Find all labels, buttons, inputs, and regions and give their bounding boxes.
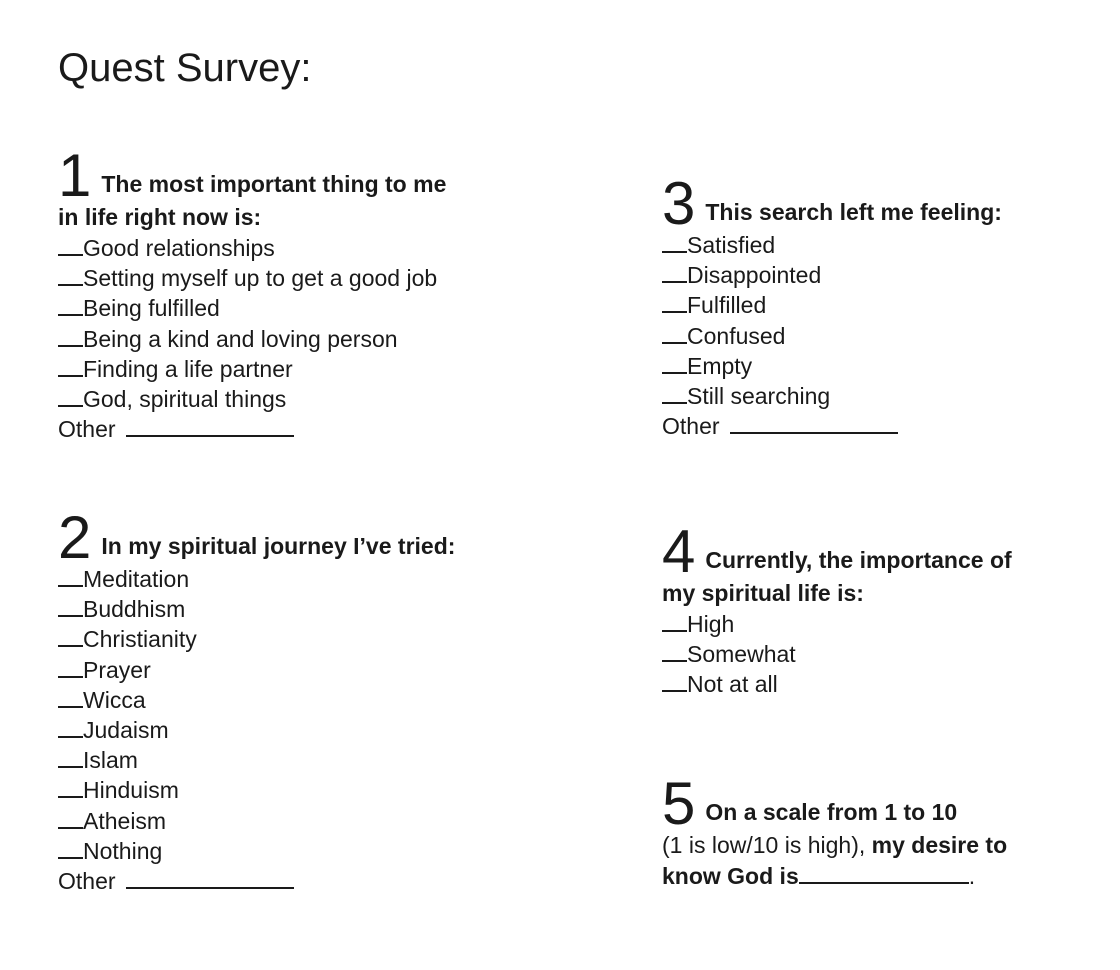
answer-blank[interactable]: [799, 864, 969, 884]
other-blank[interactable]: [126, 417, 294, 437]
checkbox-blank[interactable]: [58, 597, 83, 617]
checkbox-blank[interactable]: [58, 688, 83, 708]
option-label: Judaism: [83, 717, 169, 744]
option-label: Fulfilled: [687, 292, 767, 319]
question-5: [662, 770, 1092, 892]
question-1-option[interactable]: [58, 324, 578, 354]
question-5-prompt-line3: know God is: [662, 863, 799, 889]
option-label: Wicca: [83, 686, 146, 713]
question-5-line2: [662, 830, 1092, 861]
checkbox-blank[interactable]: [58, 327, 83, 347]
checkbox-blank[interactable]: [58, 718, 83, 738]
checkbox-blank[interactable]: [58, 387, 83, 407]
checkbox-blank[interactable]: [58, 567, 83, 587]
question-4-option[interactable]: [662, 639, 1092, 669]
question-5-prompt: On a scale from 1 to 10: [705, 799, 958, 825]
question-3-option[interactable]: [662, 260, 1082, 290]
checkbox-blank[interactable]: [662, 612, 687, 632]
question-5-end-mark: .: [968, 863, 976, 889]
question-2-option[interactable]: [58, 745, 578, 775]
question-3-option[interactable]: [662, 351, 1082, 381]
checkbox-blank[interactable]: [58, 809, 83, 829]
option-label: Being fulfilled: [83, 295, 220, 322]
question-2-option[interactable]: [58, 836, 578, 866]
question-3-number: 3: [662, 170, 696, 237]
checkbox-blank[interactable]: [662, 233, 687, 253]
question-1-prompt: The most important thing to me: [101, 171, 447, 197]
question-2-option[interactable]: [58, 564, 578, 594]
checkbox-blank[interactable]: [58, 658, 83, 678]
other-label: Other: [58, 416, 116, 443]
question-4-number: 4: [662, 518, 696, 585]
checkbox-blank[interactable]: [58, 778, 83, 798]
option-label: High: [687, 611, 735, 637]
question-3: [662, 170, 1082, 441]
question-1-option[interactable]: [58, 233, 578, 263]
option-label: Not at all: [687, 671, 778, 698]
question-1-heading: [58, 142, 578, 209]
question-4-option[interactable]: [662, 669, 1092, 699]
option-label: Being a kind and loving person: [83, 325, 398, 352]
question-5-heading: [662, 770, 1092, 837]
question-3-option[interactable]: [662, 321, 1082, 351]
question-1-option[interactable]: [58, 384, 578, 414]
option-label: Still searching: [687, 383, 831, 410]
question-1: [58, 142, 578, 444]
question-2-option[interactable]: [58, 594, 578, 624]
checkbox-blank[interactable]: [662, 642, 687, 662]
question-1-other: [58, 414, 578, 444]
question-1-number: 1: [58, 142, 92, 209]
option-label: God, spiritual things: [83, 386, 287, 413]
question-2-option[interactable]: [58, 806, 578, 836]
question-2-other: [58, 866, 578, 896]
question-2-heading: [58, 504, 578, 571]
checkbox-blank[interactable]: [58, 839, 83, 859]
question-4: [662, 518, 1092, 700]
question-2-option[interactable]: [58, 775, 578, 805]
checkbox-blank[interactable]: [58, 236, 83, 256]
other-label: Other: [58, 868, 116, 895]
question-2-number: 2: [58, 504, 92, 571]
question-5-prompt-line2: my desire to: [871, 832, 1008, 858]
option-label: Meditation: [83, 566, 190, 592]
checkbox-blank[interactable]: [58, 296, 83, 316]
question-3-option[interactable]: [662, 290, 1082, 320]
option-label: Christianity: [83, 626, 197, 653]
question-1-option[interactable]: [58, 293, 578, 323]
question-1-option[interactable]: [58, 263, 578, 293]
question-4-prompt-line2: my spiritual life is:: [662, 580, 864, 606]
other-blank[interactable]: [730, 414, 898, 434]
option-label: Satisfied: [687, 232, 776, 258]
checkbox-blank[interactable]: [662, 263, 687, 283]
question-3-prompt: This search left me feeling:: [705, 199, 1002, 225]
checkbox-blank[interactable]: [662, 293, 687, 313]
question-1-prompt-line2: in life right now is:: [58, 204, 262, 230]
question-2-prompt: In my spiritual journey I’ve tried:: [101, 533, 456, 559]
option-label: Disappointed: [687, 262, 822, 289]
other-blank[interactable]: [126, 869, 294, 889]
question-4-option[interactable]: [662, 609, 1092, 639]
option-label: Hinduism: [83, 777, 179, 804]
option-label: Islam: [83, 747, 138, 774]
option-label: Setting myself up to get a good job: [83, 265, 438, 292]
question-4-heading: [662, 518, 1092, 585]
question-5-scale-note: (1 is low/10 is high),: [662, 832, 866, 858]
option-label: Nothing: [83, 837, 163, 864]
question-2-option[interactable]: [58, 685, 578, 715]
option-label: Atheism: [83, 807, 167, 834]
question-2-option[interactable]: [58, 655, 578, 685]
checkbox-blank[interactable]: [58, 627, 83, 647]
option-label: Empty: [687, 352, 753, 379]
option-label: Somewhat: [687, 641, 796, 668]
question-2: [58, 504, 578, 896]
option-label: Finding a life partner: [83, 355, 293, 382]
question-5-number: 5: [662, 770, 696, 837]
question-3-other: [662, 411, 1082, 441]
checkbox-blank[interactable]: [662, 324, 687, 344]
question-2-option[interactable]: [58, 624, 578, 654]
checkbox-blank[interactable]: [662, 672, 687, 692]
question-3-option[interactable]: [662, 381, 1082, 411]
question-3-heading: [662, 170, 1082, 237]
checkbox-blank[interactable]: [662, 384, 687, 404]
other-label: Other: [662, 413, 720, 440]
option-label: Prayer: [83, 656, 151, 683]
option-label: Confused: [687, 322, 786, 349]
question-5-line3: [662, 861, 1092, 892]
question-2-option[interactable]: [58, 715, 578, 745]
option-label: Buddhism: [83, 596, 186, 623]
survey-title: Quest Survey:: [58, 46, 312, 90]
checkbox-blank[interactable]: [58, 748, 83, 768]
checkbox-blank[interactable]: [58, 266, 83, 286]
checkbox-blank[interactable]: [662, 354, 687, 374]
question-3-option[interactable]: [662, 230, 1082, 260]
question-4-prompt: Currently, the importance of: [705, 547, 1012, 573]
option-label: Good relationships: [83, 235, 275, 261]
question-1-option[interactable]: [58, 354, 578, 384]
checkbox-blank[interactable]: [58, 357, 83, 377]
